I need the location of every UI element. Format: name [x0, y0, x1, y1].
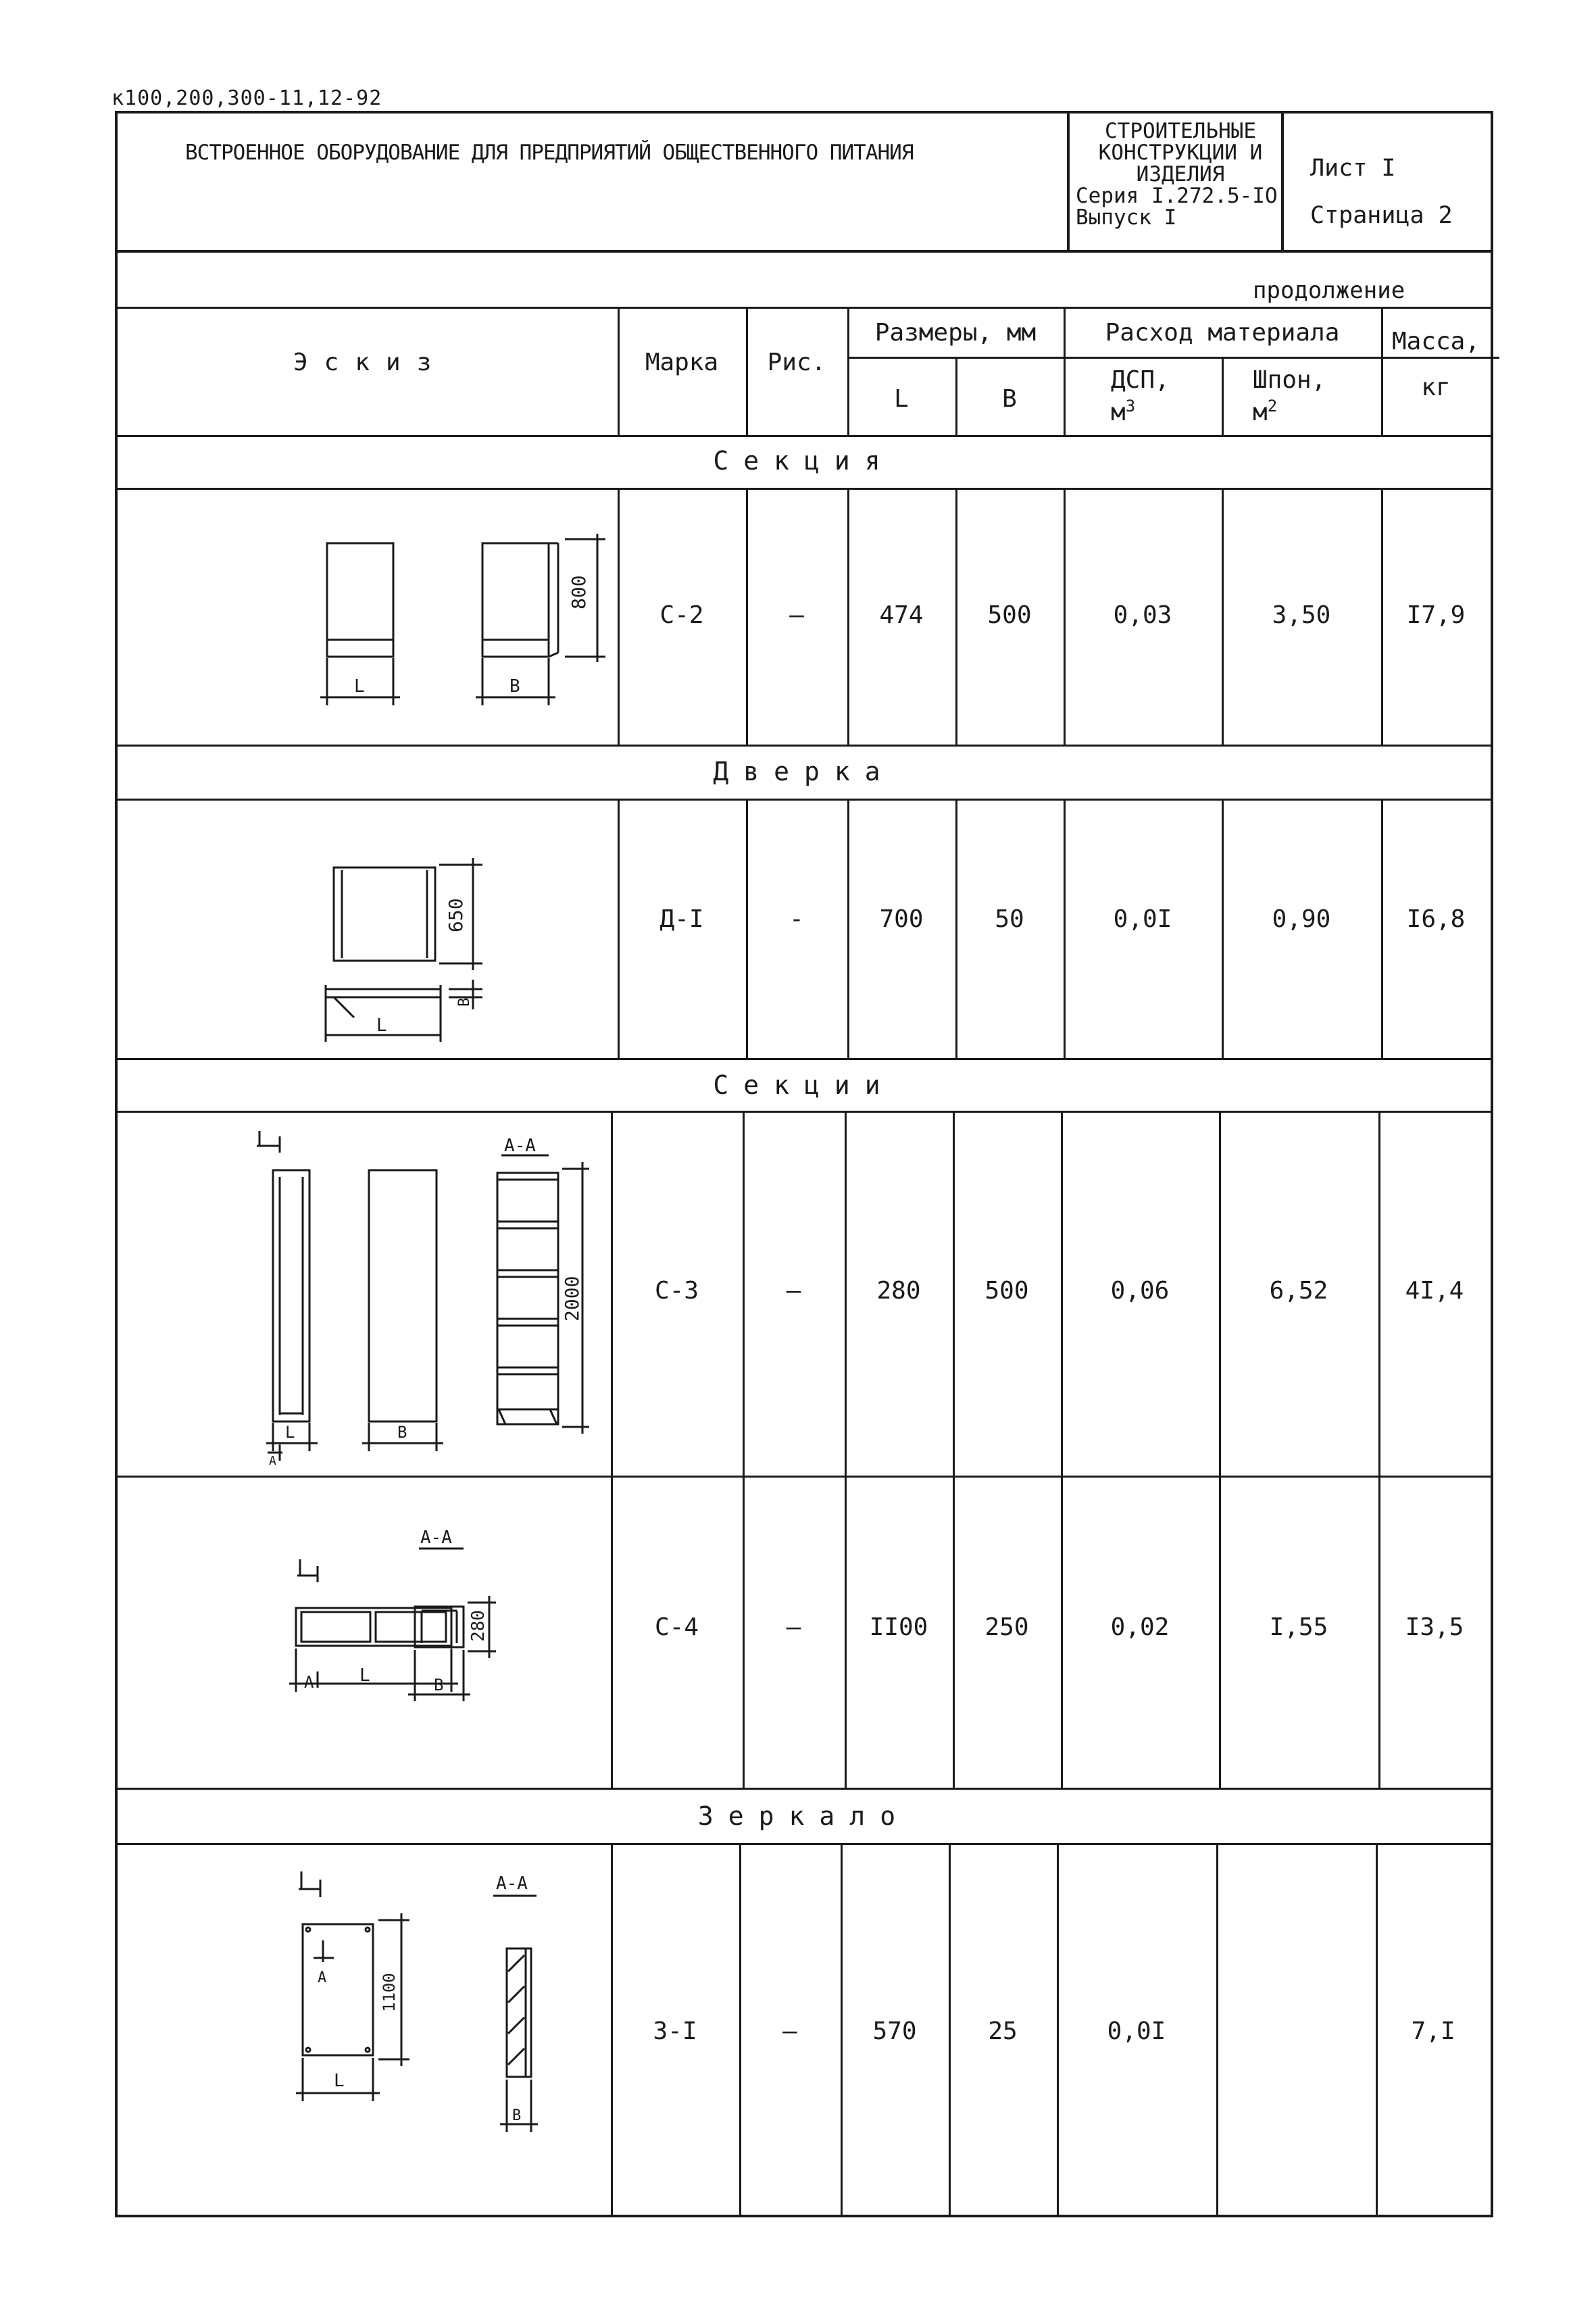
column-header-mark: Марка: [645, 349, 719, 376]
dim-width-label: B: [434, 1676, 444, 1694]
cell-chipboard: 0,0I: [1113, 905, 1172, 933]
section-heading: Дверка: [713, 757, 895, 786]
cell-figure: –: [782, 2017, 797, 2045]
cell-veneer: 3,50: [1272, 601, 1331, 629]
veneer-exponent: 2: [1267, 397, 1278, 416]
chipboard-unit: м: [1111, 399, 1126, 426]
spec-table: [115, 253, 1493, 2217]
title-block: [115, 111, 1493, 253]
column-header-material: Расход материала: [1105, 319, 1340, 347]
column-header-figure: Рис.: [767, 349, 826, 376]
cell-length: 570: [872, 2017, 917, 2045]
column-header-mass: [1381, 319, 1491, 411]
sheet-number: Лист I: [1310, 155, 1396, 182]
section-mark-label: А: [318, 1969, 327, 1986]
dim-height-label: 2000: [561, 1276, 583, 1322]
cell-mass: I3,5: [1405, 1613, 1464, 1641]
continuation-label: продолжение: [1253, 277, 1405, 304]
dim-length-label: L: [285, 1423, 295, 1442]
cell-figure: –: [786, 1277, 801, 1305]
issue-number: Выпуск I: [1076, 205, 1177, 230]
dim-width-label: B: [397, 1423, 407, 1442]
veneer-label: Шпон,: [1253, 366, 1326, 394]
cell-length: 280: [876, 1277, 921, 1305]
cell-mark: Д-I: [659, 905, 704, 933]
sketch-section-c2: [199, 509, 618, 732]
dim-height-label: 280: [468, 1610, 489, 1642]
series-line: СТРОИТЕЛЬНЫЕ: [1105, 119, 1256, 143]
cell-mark: С-3: [654, 1277, 699, 1305]
dim-length-label: L: [376, 1015, 387, 1036]
dim-height-label: 650: [445, 898, 467, 932]
column-header-l: L: [894, 385, 909, 413]
cell-mass: 7,I: [1411, 2017, 1455, 2045]
cell-width: 500: [987, 601, 1032, 629]
series-line: ИЗДЕЛИЯ: [1136, 162, 1225, 186]
cell-chipboard: 0,02: [1110, 1613, 1170, 1641]
cell-width: 50: [995, 905, 1024, 933]
page-number: Страница 2: [1310, 202, 1453, 229]
section-view-label: А-А: [504, 1136, 536, 1156]
document-title: ВСТРОЕННОЕ ОБОРУДОВАНИЕ ДЛЯ ПРЕДПРИЯТИЙ ОБЩЕСТВЕННОГО ПИТАНИЯ: [185, 141, 914, 165]
section-heading: Секции: [713, 1070, 895, 1100]
cell-mass: I7,9: [1406, 601, 1466, 629]
dim-width-label: B: [509, 676, 520, 697]
cell-figure: –: [786, 1613, 801, 1641]
cell-chipboard: 0,06: [1110, 1277, 1170, 1305]
sketch-mirror-z1: [199, 1857, 618, 2208]
cell-mark: С-2: [659, 601, 704, 629]
cell-chipboard: 0,0I: [1107, 2017, 1166, 2045]
series-line: КОНСТРУКЦИИ И: [1098, 141, 1263, 165]
dim-width-label: B: [456, 997, 473, 1007]
cell-width: 250: [984, 1613, 1029, 1641]
series-block: [1076, 120, 1285, 228]
dim-length-label: L: [354, 676, 365, 697]
cell-figure: -: [789, 905, 804, 933]
sketch-door-d1: [253, 820, 604, 1050]
mass-unit: кг: [1421, 374, 1451, 401]
section-heading: Секция: [713, 446, 895, 476]
cell-mass: 4I,4: [1405, 1277, 1464, 1305]
cell-mass: I6,8: [1406, 905, 1466, 933]
cell-mark: З-I: [653, 2017, 697, 2045]
mass-label: Масса,: [1391, 328, 1480, 355]
section-view-label: А-А: [496, 1873, 528, 1894]
section-heading: Зеркало: [697, 1801, 911, 1831]
sketch-section-c4: [199, 1489, 618, 1773]
cell-figure: –: [789, 601, 804, 629]
column-header-sketch: Эскиз: [293, 349, 448, 376]
dim-length-label: L: [359, 1665, 370, 1686]
column-header-dimensions: Размеры, мм: [874, 319, 1037, 347]
series-number: Серия I.272.5-IO: [1076, 184, 1278, 208]
section-mark-label: А: [304, 1673, 314, 1692]
section-view-label: А-А: [420, 1528, 452, 1548]
dim-height-label: 1100: [380, 1973, 399, 2012]
section-mark-label: А: [269, 1454, 276, 1468]
veneer-unit: м: [1253, 399, 1268, 426]
document-code: к100,200,300-11,12-92: [111, 86, 382, 110]
sheet-block: [1310, 145, 1453, 239]
cell-width: 500: [984, 1277, 1029, 1305]
cell-veneer: I,55: [1269, 1613, 1328, 1641]
column-header-veneer: [1253, 368, 1326, 426]
cell-length: II00: [869, 1613, 928, 1641]
cell-veneer: 0,90: [1272, 905, 1331, 933]
chipboard-label: ДСП,: [1111, 366, 1170, 394]
cell-width: 25: [988, 2017, 1018, 2045]
cell-veneer: 6,52: [1269, 1277, 1328, 1305]
dim-width-label: B: [512, 2107, 522, 2124]
dim-height-label: 800: [568, 575, 590, 609]
column-header-b: B: [1002, 385, 1017, 413]
dim-length-label: L: [334, 2071, 345, 2091]
cell-length: 700: [879, 905, 924, 933]
column-header-chipboard: [1111, 368, 1170, 426]
chipboard-exponent: 3: [1125, 397, 1136, 416]
cell-chipboard: 0,03: [1113, 601, 1172, 629]
sketch-section-c3: [185, 1117, 618, 1469]
cell-length: 474: [879, 601, 924, 629]
cell-mark: С-4: [654, 1613, 699, 1641]
